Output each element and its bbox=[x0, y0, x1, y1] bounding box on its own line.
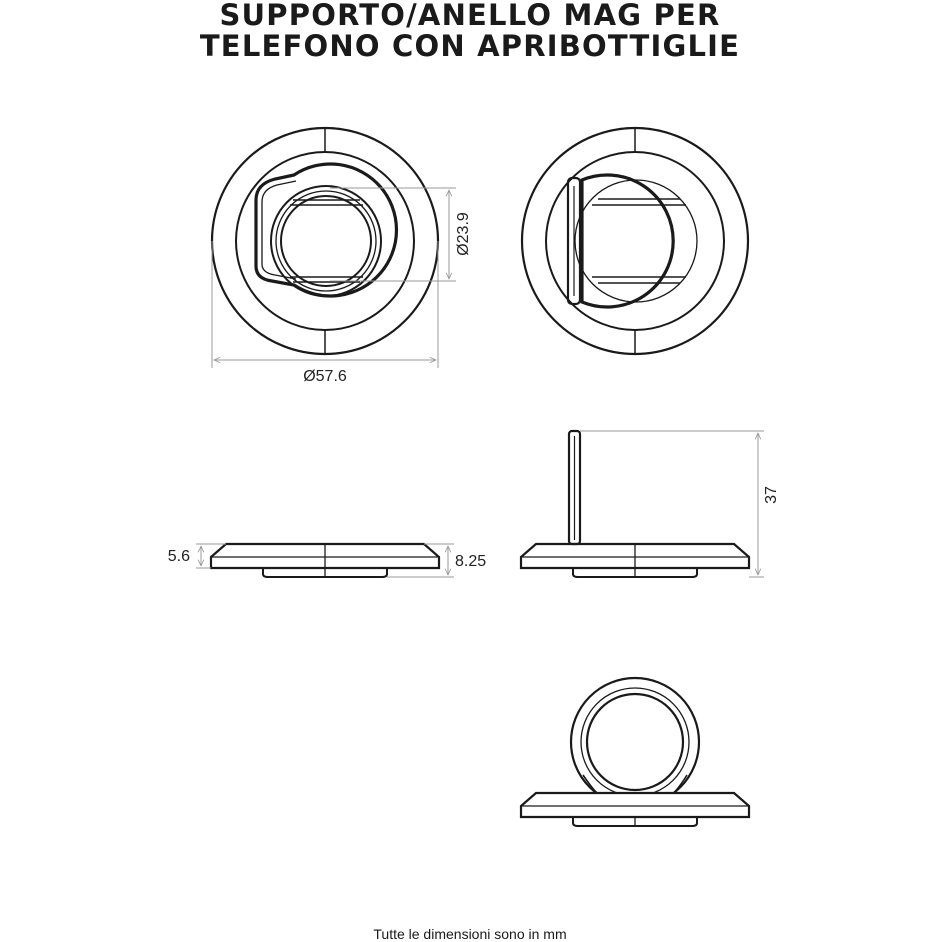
top-view-open bbox=[522, 127, 748, 355]
inner-disc bbox=[236, 152, 414, 330]
base-plate bbox=[521, 793, 749, 817]
outer-disc bbox=[522, 128, 748, 354]
height-dimension bbox=[580, 431, 764, 577]
inner-diameter-label: Ø23.9 bbox=[455, 212, 472, 256]
thickness-label-right: 8.25 bbox=[455, 553, 487, 570]
finger-ring-mid bbox=[581, 688, 689, 796]
thickness-dimension-right bbox=[387, 544, 454, 577]
side-view-upright bbox=[521, 431, 749, 577]
top-view-closed bbox=[212, 127, 438, 355]
finger-ring-inner bbox=[281, 196, 371, 286]
outer-disc bbox=[212, 128, 438, 354]
finger-ring-inner bbox=[587, 694, 683, 790]
drawing-title-line-1: SUPPORTO/ANELLO MAG PER bbox=[219, 0, 721, 32]
finger-ring-outer bbox=[271, 186, 381, 296]
side-view-flat bbox=[211, 544, 439, 577]
finger-ring-mid bbox=[276, 191, 376, 291]
units-note: Tutte le dimensioni sono in mm bbox=[373, 926, 567, 942]
front-view-upright bbox=[521, 678, 749, 826]
ring-holder-inner-edge bbox=[262, 181, 296, 279]
height-label: 37 bbox=[763, 486, 780, 504]
outer-diameter-label: Ø57.6 bbox=[303, 368, 347, 385]
thickness-label-left: 5.6 bbox=[167, 548, 190, 565]
drawing-title-line-2: TELEFONO CON APRIBOTTIGLIE bbox=[199, 29, 741, 63]
